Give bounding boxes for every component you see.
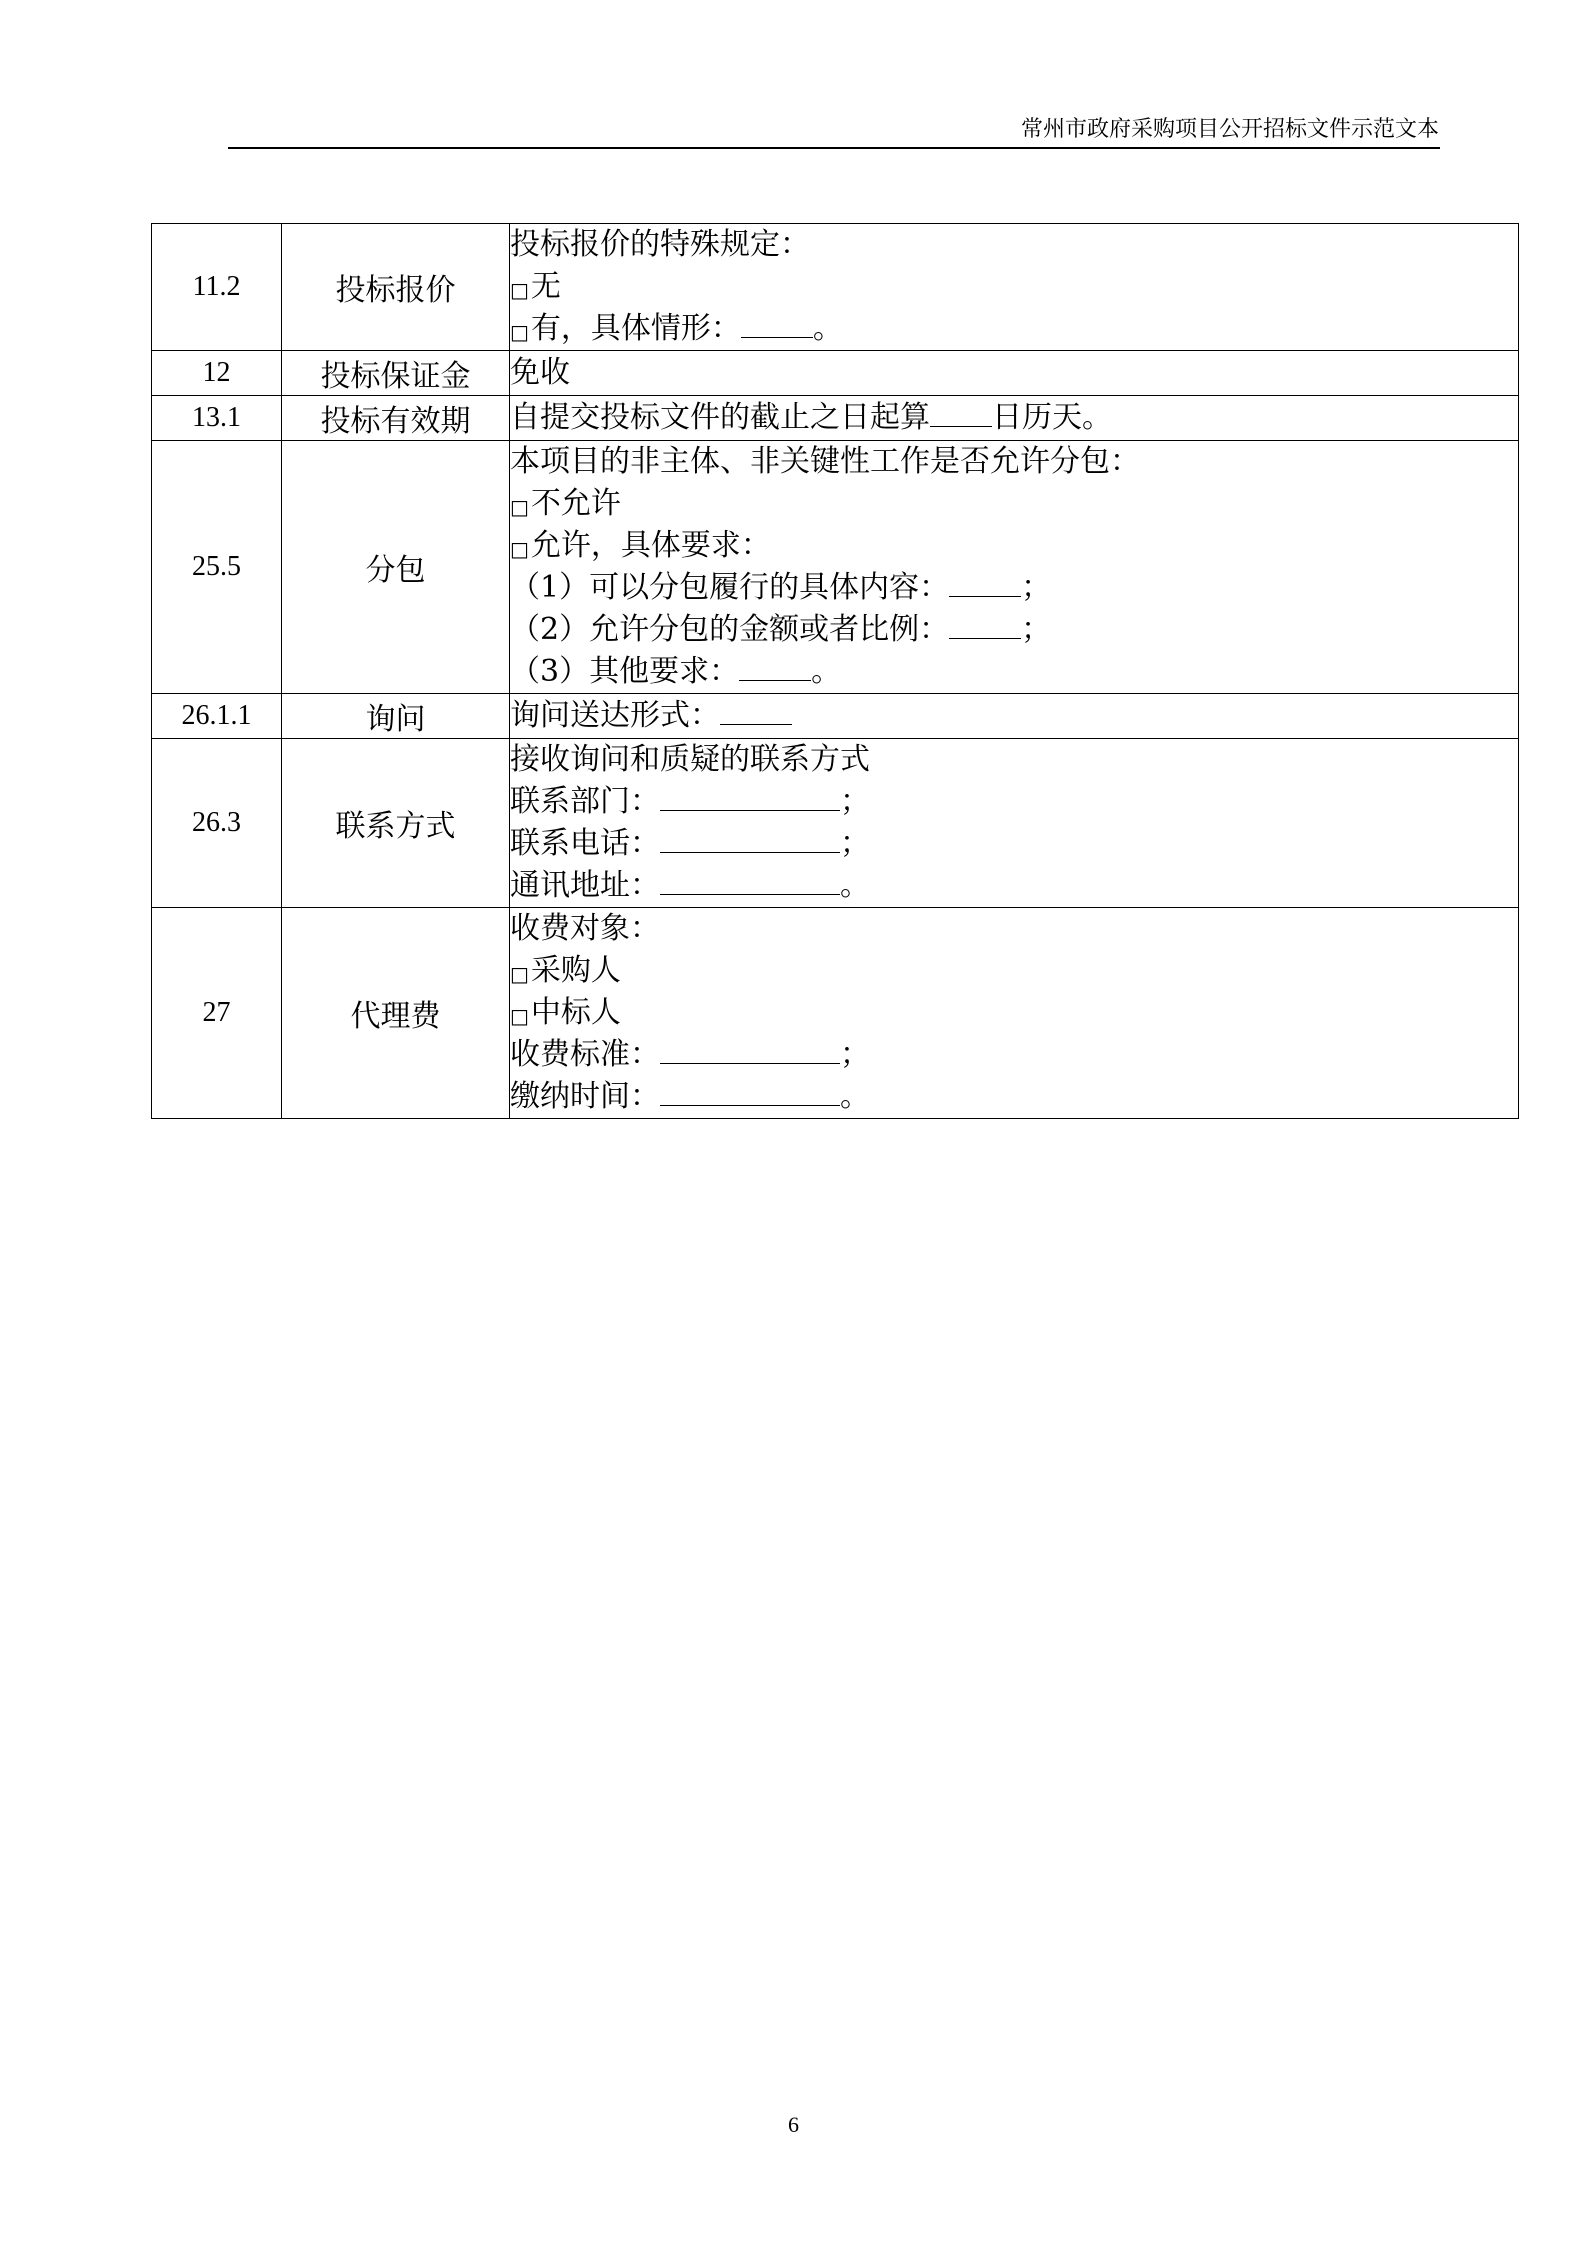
content-line <box>510 609 1518 651</box>
content-line <box>510 992 1518 1034</box>
clause-name: 代理费 <box>282 908 510 1119</box>
clause-number: 26.1.1 <box>152 694 282 739</box>
header-divider <box>228 147 1440 149</box>
line-ending: ； <box>840 784 870 819</box>
line-text: 收费标准： <box>510 1037 660 1072</box>
line-text: （1）可以分包履行的具体内容： <box>510 570 950 605</box>
clause-number: 26.3 <box>152 739 282 908</box>
clause-table-body <box>152 224 1519 1119</box>
fill-in-blank[interactable] <box>660 782 840 811</box>
line-text: 询问送达形式： <box>510 698 720 733</box>
line-ending: ； <box>840 826 870 861</box>
clause-number: 27 <box>152 908 282 1119</box>
table-row <box>152 224 1519 351</box>
fill-in-blank[interactable] <box>660 1077 840 1106</box>
clause-number: 11.2 <box>152 224 282 351</box>
line-ending: 。 <box>840 1079 870 1114</box>
fill-in-blank[interactable] <box>660 824 840 853</box>
content-line <box>510 739 1518 781</box>
fill-in-blank[interactable] <box>949 568 1021 597</box>
table-row <box>152 694 1519 739</box>
line-text: 无 <box>530 269 561 304</box>
table-row <box>152 396 1519 441</box>
content-line <box>510 1076 1518 1118</box>
fill-in-blank[interactable] <box>739 652 811 681</box>
clause-table <box>151 223 1519 1119</box>
clause-number: 13.1 <box>152 396 282 441</box>
checkbox-icon[interactable]: □ <box>510 320 529 344</box>
line-text: 采购人 <box>530 953 621 988</box>
clause-name: 联系方式 <box>282 739 510 908</box>
checkbox-icon[interactable]: □ <box>510 278 529 302</box>
content-line <box>510 950 1518 992</box>
content-line <box>510 352 1518 394</box>
line-text: 联系电话： <box>510 826 660 861</box>
clause-name: 投标有效期 <box>282 396 510 441</box>
clause-content <box>510 694 1519 739</box>
line-ending: 。 <box>811 654 842 689</box>
fill-in-blank[interactable] <box>741 309 813 338</box>
table-row <box>152 739 1519 908</box>
fill-in-blank[interactable] <box>949 610 1021 639</box>
content-line <box>510 308 1518 350</box>
content-line <box>510 525 1518 567</box>
checkbox-icon[interactable]: □ <box>510 1004 529 1028</box>
line-text: 自提交投标文件的截止之日起算 <box>510 400 930 435</box>
line-text: 联系部门： <box>510 784 660 819</box>
line-text: 中标人 <box>530 995 621 1030</box>
line-text: （3）其他要求： <box>510 654 740 689</box>
clause-number: 12 <box>152 351 282 396</box>
fill-in-blank[interactable] <box>660 1035 840 1064</box>
content-line <box>510 397 1518 439</box>
line-text: 通讯地址： <box>510 868 660 903</box>
checkbox-icon[interactable]: □ <box>510 537 529 561</box>
content-line <box>510 651 1518 693</box>
checkbox-icon[interactable]: □ <box>510 495 529 519</box>
table-row <box>152 908 1519 1119</box>
line-ending: 。 <box>840 868 870 903</box>
fill-in-blank[interactable] <box>660 866 840 895</box>
clause-content <box>510 351 1519 396</box>
clause-name: 投标报价 <box>282 224 510 351</box>
content-line <box>510 865 1518 907</box>
content-line <box>510 266 1518 308</box>
line-text: 接收询问和质疑的联系方式 <box>510 742 870 777</box>
line-text: 免收 <box>510 355 570 390</box>
clause-content <box>510 441 1519 694</box>
line-text: 有，具体情形： <box>530 311 741 346</box>
content-line <box>510 908 1518 950</box>
header-title: 常州市政府采购项目公开招标文件示范文本 <box>1020 117 1439 142</box>
page-number: 6 <box>788 2112 799 2137</box>
clause-name: 询问 <box>282 694 510 739</box>
clause-name: 投标保证金 <box>282 351 510 396</box>
content-line <box>510 224 1518 266</box>
clause-content <box>510 224 1519 351</box>
clause-content <box>510 739 1519 908</box>
content-line <box>510 441 1518 483</box>
clause-number: 25.5 <box>152 441 282 694</box>
content-line <box>510 781 1518 823</box>
line-text: 本项目的非主体、非关键性工作是否允许分包： <box>510 444 1140 479</box>
line-ending: ； <box>840 1037 870 1072</box>
line-ending: ； <box>1021 570 1052 605</box>
line-text: 允许，具体要求： <box>530 528 771 563</box>
clause-content <box>510 908 1519 1119</box>
line-text: 收费对象： <box>510 911 660 946</box>
clause-name: 分包 <box>282 441 510 694</box>
table-row <box>152 441 1519 694</box>
content-line <box>510 567 1518 609</box>
content-line <box>510 1034 1518 1076</box>
line-text: （2）允许分包的金额或者比例： <box>510 612 950 647</box>
table-row <box>152 351 1519 396</box>
line-ending: ； <box>1021 612 1052 647</box>
fill-in-blank[interactable] <box>930 398 992 427</box>
content-line <box>510 483 1518 525</box>
line-text: 投标报价的特殊规定： <box>510 227 810 262</box>
checkbox-icon[interactable]: □ <box>510 962 529 986</box>
line-text: 缴纳时间： <box>510 1079 660 1114</box>
line-ending: 日历天。 <box>992 400 1112 435</box>
line-ending: 。 <box>812 311 843 346</box>
fill-in-blank[interactable] <box>720 696 792 725</box>
clause-content <box>510 396 1519 441</box>
line-text: 不允许 <box>530 486 621 521</box>
content-line <box>510 823 1518 865</box>
content-line <box>510 695 1518 737</box>
